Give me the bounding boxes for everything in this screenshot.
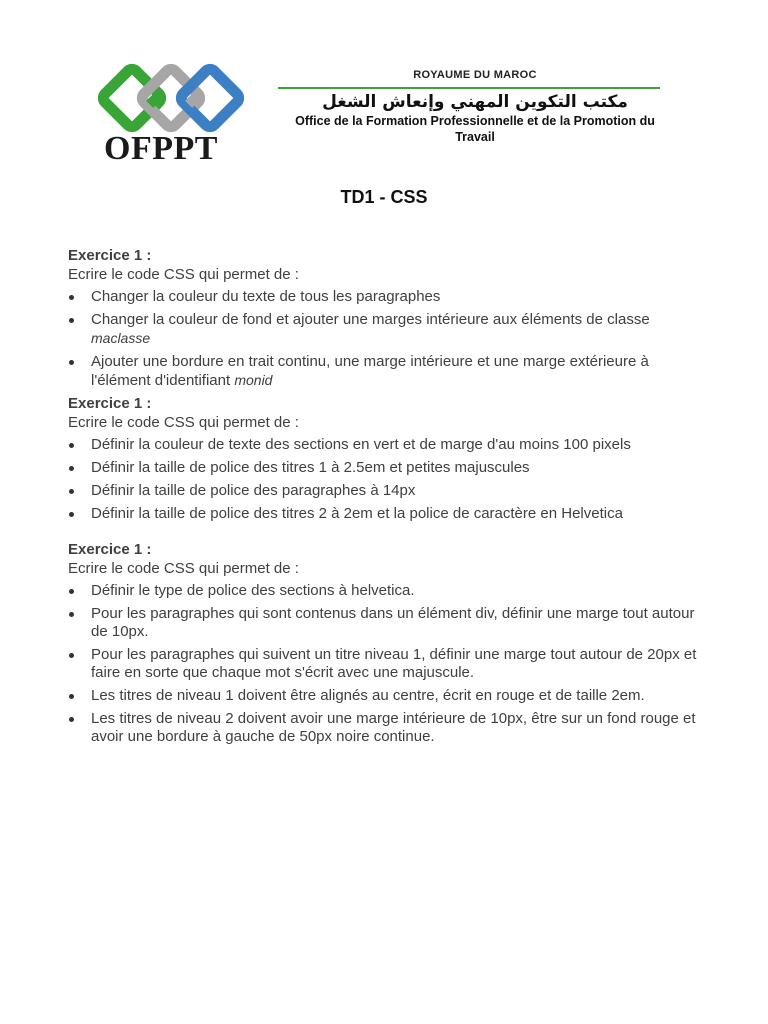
organisation-header [270,68,680,145]
list-item: Ajouter une bordure en trait continu, une marge intérieure et une marge extérieure à l'élément d'identifiant monid [68,353,698,390]
list-item: Définir la taille de police des titres 2 à 2em et la police de caractère en Helvetica [68,505,698,523]
exercise-title: Exercice 1 : [68,395,152,412]
exercise-intro: Ecrire le code CSS qui permet de : [68,560,299,577]
exercise-section-3 [68,541,698,746]
office-name-line2: Travail [455,130,495,144]
exercise-intro: Ecrire le code CSS qui permet de : [68,266,299,283]
list-item: Pour les paragraphes qui suivent un titre niveau 1, définir une marge tout autour de 20px et faire en sorte que chaque mot s'écrit avec une majuscule. [68,646,698,682]
list-item: Les titres de niveau 1 doivent être alignés au centre, écrit en rouge et de taille 2em. [68,687,698,705]
id-name-emphasis: monid [234,372,273,388]
ofppt-logo [92,58,250,170]
exercise-intro: Ecrire le code CSS qui permet de : [68,414,299,431]
list-item: Définir la couleur de texte des sections en vert et de marge d'au moins 100 pixels [68,436,698,454]
list-item: Définir la taille de police des paragraphes à 14px [68,482,698,500]
exercise-list [68,436,698,523]
list-item: Changer la couleur du texte de tous les paragraphes [68,288,698,306]
header-divider [278,87,660,89]
exercise-section-2 [68,395,698,523]
chain-links-icon [92,58,250,138]
list-item: Pour les paragraphes qui sont contenus dans un élément div, définir une marge tout autour de 10px. [68,605,698,641]
exercise-list [68,582,698,746]
logo-text: OFPPT [104,130,218,167]
document-title: TD1 - CSS [340,187,428,207]
office-name-line1: Office de la Formation Professionnelle et de la Promotion du [295,114,655,128]
list-item: Définir le type de police des sections à helvetica. [68,582,698,600]
exercise-title: Exercice 1 : [68,247,152,264]
exercise-title: Exercice 1 : [68,541,152,558]
list-item: Les titres de niveau 2 doivent avoir une marge intérieure de 10px, être sur un fond rouge et avoir une bordure à gauche de 50px noire continue. [68,710,698,746]
royaume-label: ROYAUME DU MAROC [413,69,537,81]
exercise-list [68,288,698,390]
exercise-section-1 [68,247,698,390]
arabic-organisation-name: مكتب التكوين المهني وإنعاش الشغل [322,92,628,112]
list-item: Définir la taille de police des titres 1 à 2.5em et petites majuscules [68,459,698,477]
class-name-emphasis: maclasse [91,330,151,346]
exercises-content [68,247,698,751]
list-item: Changer la couleur de fond et ajouter une marges intérieure aux éléments de classe maclasse [68,311,698,348]
